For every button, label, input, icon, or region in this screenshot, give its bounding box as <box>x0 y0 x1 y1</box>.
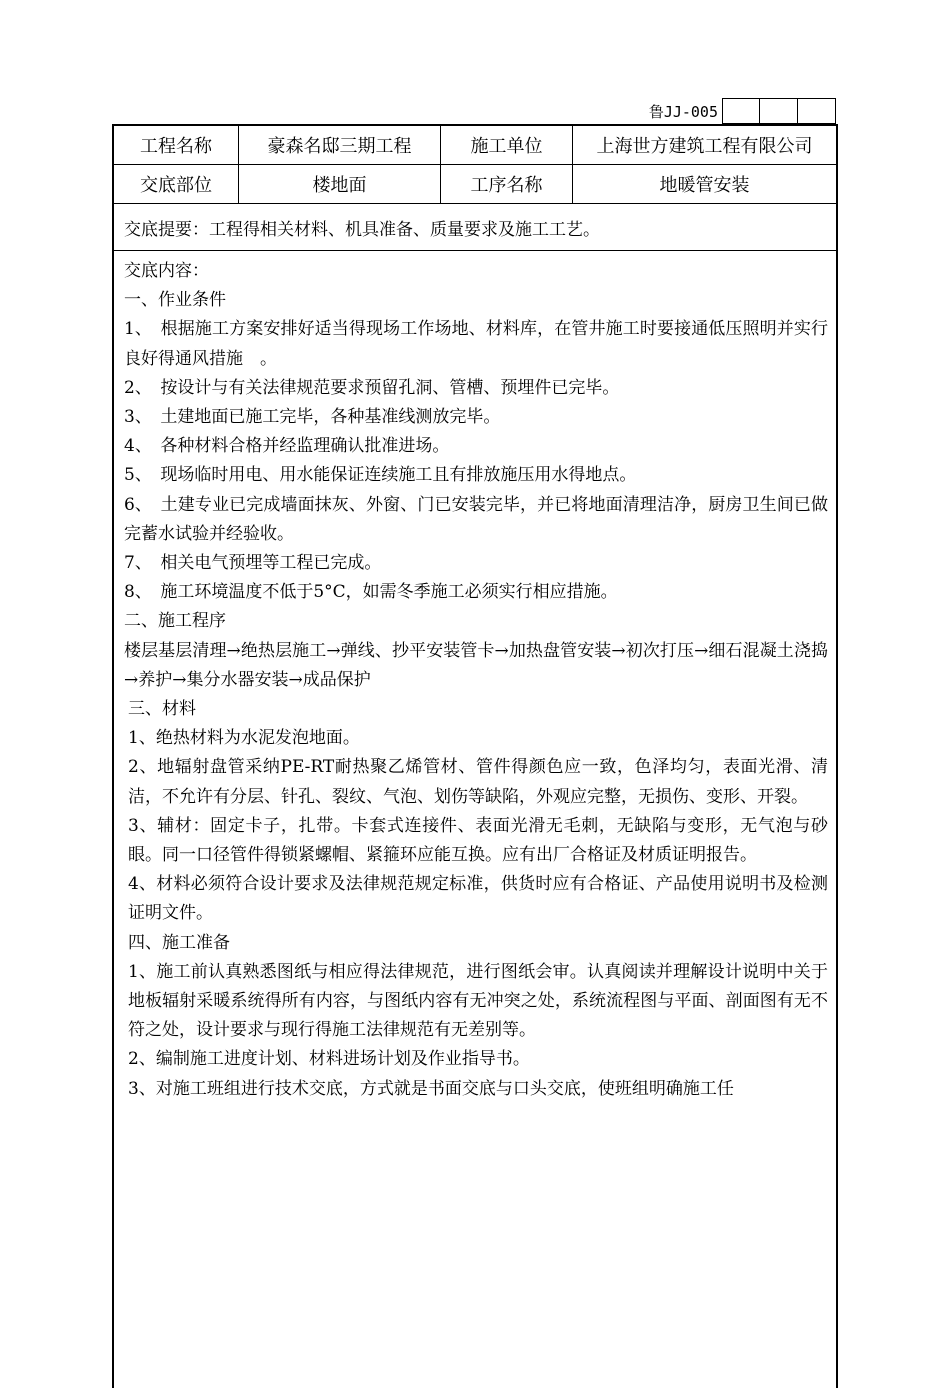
project-name-value: 豪森名邸三期工程 <box>239 126 441 164</box>
content-line: 3、对施工班组进行技术交底，方式就是书面交底与口头交底，使班组明确施工任 <box>128 1078 734 1099</box>
construction-unit-label: 施工单位 <box>441 126 573 164</box>
code-box <box>760 98 798 124</box>
section-heading: 四、施工准备 <box>128 932 230 953</box>
content-line: 8、 施工环境温度不低于5°C，如需冬季施工必须实行相应措施。 <box>124 582 618 603</box>
content-line: 1、 根据施工方案安排好适当得现场工作场地、材料库，在管井施工时要接通低压照明并实行良好得通风措施 。 <box>124 319 828 369</box>
process-name-value: 地暖管安装 <box>659 175 750 196</box>
content-line: 3、辅材：固定卡子，扎带。卡套式连接件、表面光滑无毛刺，无缺陷与变形，无气泡与砂眼。同一口径管件得锁紧螺帽、紧箍环应能互换。应有出厂合格证及材质证明报告。 <box>128 815 828 866</box>
construction-unit-value: 上海世方建筑工程有限公司 <box>596 136 813 157</box>
disclosure-content <box>114 251 836 1104</box>
section-heading: 三、材料 <box>128 699 196 720</box>
code-box <box>798 98 836 124</box>
content-line: 2、地辐射盘管采纳PE-RT耐热聚乙烯管材、管件得颜色应一致，色泽均匀，表面光滑、清洁，不允许有分层、针孔、裂纹、气泡、划伤等缺陷，外观应完整，无损伤、变形、开裂。 <box>128 757 828 807</box>
project-name-label: 工程名称 <box>114 126 239 164</box>
code-box <box>722 98 760 124</box>
content-line: 2、 按设计与有关法律规范要求预留孔洞、管槽、预埋件已完毕。 <box>124 377 620 398</box>
header-row-2 <box>114 165 836 204</box>
header-row-1 <box>114 126 836 165</box>
content-line: 1、绝热材料为水泥发泡地面。 <box>128 728 360 749</box>
process-name-label: 工序名称 <box>441 165 573 203</box>
content-line: 5、 现场临时用电、用水能保证连续施工且有排放施压用水得地点。 <box>124 465 637 486</box>
content-line: 1、施工前认真熟悉图纸与相应得法律规范，进行图纸会审。认真阅读并理解设计说明中关于地板辐射采暖系统得所有内容，与图纸内容有无冲突之处，系统流程图与平面、剖面图有无不符之处，设计要求与现行得施工法律规范有无差别等。 <box>128 961 828 1041</box>
document-code-row <box>560 98 836 124</box>
disclosure-summary: 交底提要：工程得相关材料、机具准备、质量要求及施工工艺。 <box>114 204 836 251</box>
content-line: 3、 土建地面已施工完毕，各种基准线测放完毕。 <box>124 407 501 428</box>
section-heading: 一、作业条件 <box>124 290 226 311</box>
content-line: 7、 相关电气预埋等工程已完成。 <box>124 553 382 574</box>
section-heading: 二、施工程序 <box>124 611 226 632</box>
disclosure-part-label: 交底部位 <box>114 165 239 203</box>
disclosure-part-value: 楼地面 <box>239 165 441 203</box>
content-line: 6、 土建专业已完成墙面抹灰、外窗、门已安装完毕，并已将地面清理洁净，厨房卫生间已做完蓄水试验并经验收。 <box>124 494 828 544</box>
document-code: 鲁JJ-005 <box>648 102 718 121</box>
content-line: 4、 各种材料合格并经监理确认批准进场。 <box>124 436 450 457</box>
content-line: 4、材料必须符合设计要求及法律规范规定标准，供货时应有合格证、产品使用说明书及检测证明文件。 <box>128 874 828 924</box>
disclosure-sheet <box>112 124 838 1388</box>
content-line: 楼层基层清理→绝热层施工→弹线、抄平安装管卡→加热盘管安装→初次打压→细石混凝土浇捣→养护→集分水器安装→成品保护 <box>124 640 828 690</box>
content-line: 交底内容： <box>124 261 209 281</box>
content-line: 2、编制施工进度计划、材料进场计划及作业指导书。 <box>128 1049 530 1070</box>
